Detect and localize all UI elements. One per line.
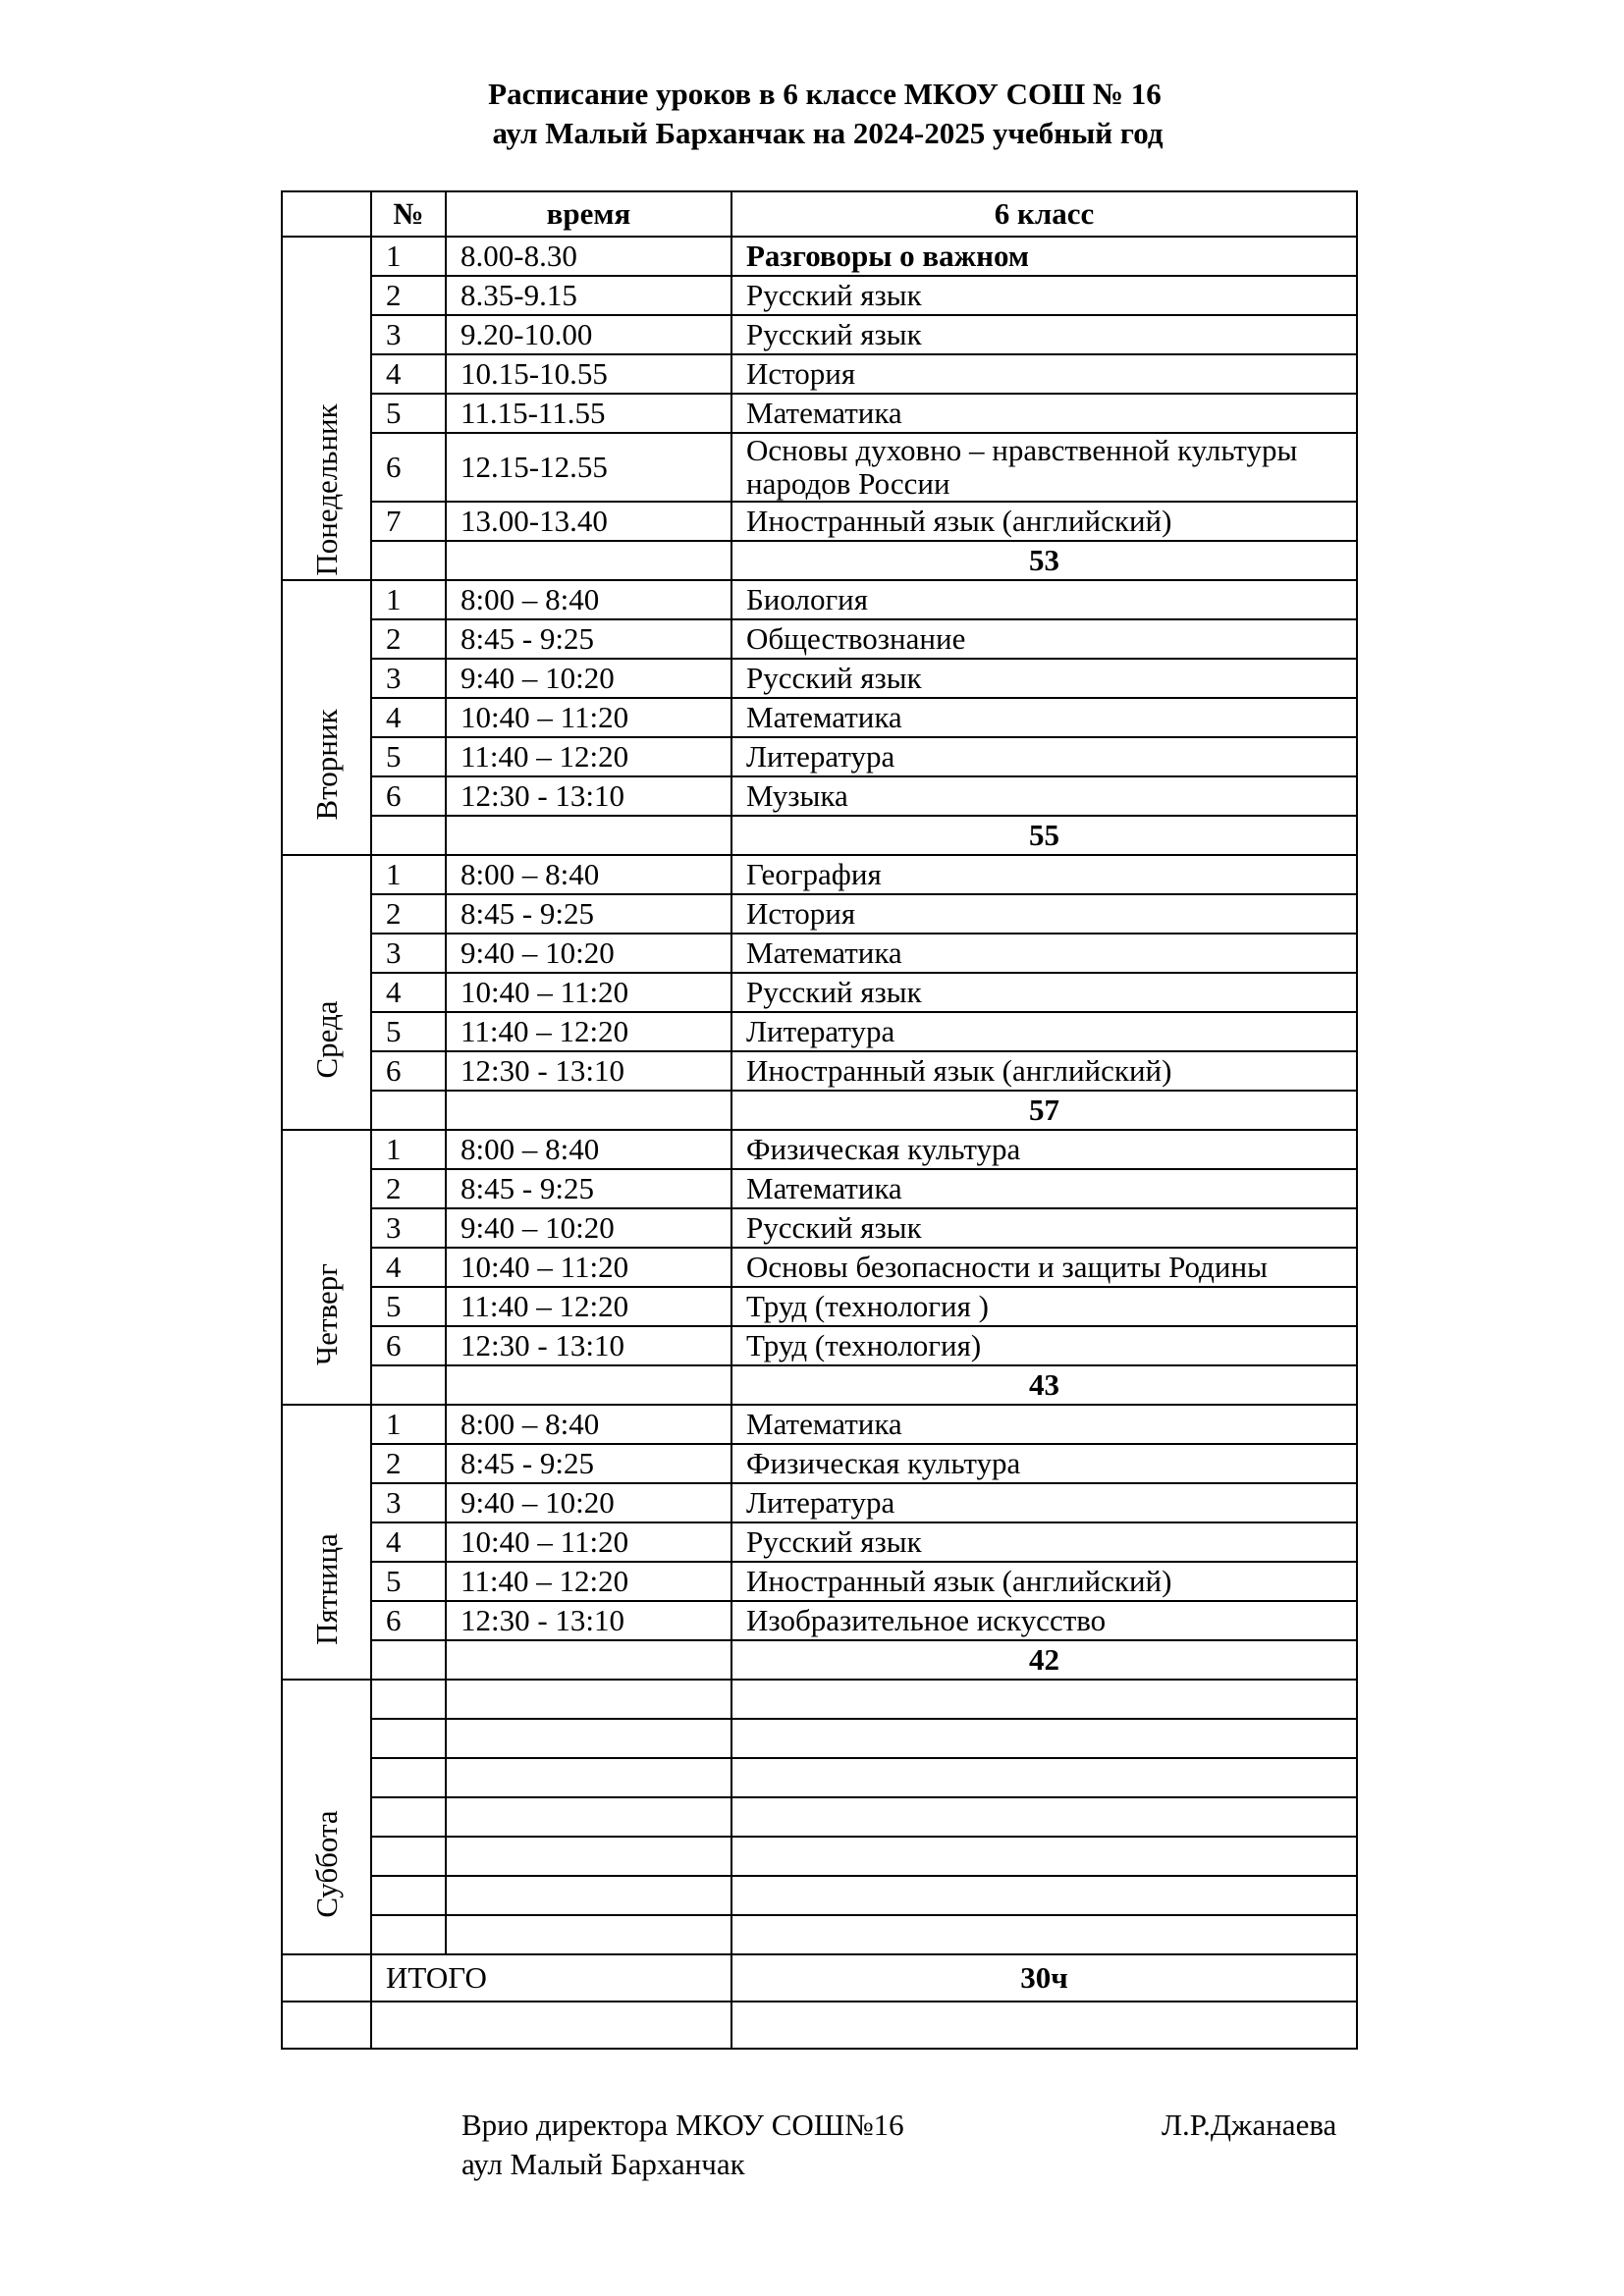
lesson-subject: Русский язык	[731, 276, 1357, 315]
lesson-num: 5	[371, 394, 446, 433]
lesson-time: 8:00 – 8:40	[446, 855, 731, 894]
lesson-time: 8:45 - 9:25	[446, 894, 731, 934]
lesson-row	[282, 354, 1357, 394]
day-name: Понедельник	[308, 403, 344, 576]
lesson-num	[371, 1797, 446, 1837]
lesson-row	[282, 276, 1357, 315]
day-name: Суббота	[308, 1810, 344, 1918]
lesson-subject: Иностранный язык (английский)	[731, 1051, 1357, 1091]
lesson-time: 10.15-10.55	[446, 354, 731, 394]
lesson-num	[371, 1758, 446, 1797]
lesson-row	[282, 433, 1357, 502]
lesson-num: 2	[371, 276, 446, 315]
lesson-row	[282, 1837, 1357, 1876]
lesson-time: 10:40 – 11:20	[446, 1248, 731, 1287]
lesson-row	[282, 1680, 1357, 1719]
title-line-1: Расписание уроков в 6 классе МКОУ СОШ № 16	[488, 77, 1162, 111]
lesson-row	[282, 894, 1357, 934]
empty-cell	[446, 816, 731, 855]
lesson-time: 8:45 - 9:25	[446, 1169, 731, 1208]
lesson-num: 2	[371, 1444, 446, 1483]
lesson-subject	[731, 1680, 1357, 1719]
lesson-subject: Труд (технология )	[731, 1287, 1357, 1326]
lesson-subject	[731, 1915, 1357, 1954]
footer-line-1: Врио директора МКОУ СОШ№16	[461, 2108, 904, 2142]
empty-cell	[282, 2002, 371, 2049]
lesson-time	[446, 1719, 731, 1758]
empty-cell	[446, 1091, 731, 1130]
lesson-subject: Литература	[731, 737, 1357, 776]
lesson-subject: Русский язык	[731, 1208, 1357, 1248]
lesson-row	[282, 1130, 1357, 1169]
lesson-subject	[731, 1876, 1357, 1915]
lesson-num: 1	[371, 1130, 446, 1169]
lesson-subject: Математика	[731, 934, 1357, 973]
empty-cell	[446, 1365, 731, 1405]
lesson-subject: Литература	[731, 1483, 1357, 1522]
lesson-num: 5	[371, 737, 446, 776]
empty-cell	[371, 1365, 446, 1405]
lesson-num: 5	[371, 1287, 446, 1326]
lesson-num	[371, 1719, 446, 1758]
lesson-subject: Математика	[731, 698, 1357, 737]
lesson-row	[282, 855, 1357, 894]
lesson-num: 4	[371, 354, 446, 394]
lesson-num	[371, 1915, 446, 1954]
empty-cell	[371, 541, 446, 580]
empty-cell	[371, 2002, 731, 2049]
day-cell	[282, 1680, 371, 1954]
lesson-subject: Математика	[731, 1405, 1357, 1444]
lesson-num: 6	[371, 1601, 446, 1640]
lesson-row	[282, 776, 1357, 816]
day-total-row	[282, 816, 1357, 855]
empty-cell	[731, 2002, 1357, 2049]
lesson-time: 12:30 - 13:10	[446, 1326, 731, 1365]
header-num: №	[371, 191, 446, 237]
header-time: время	[446, 191, 731, 237]
lesson-row	[282, 1915, 1357, 1954]
empty-cell	[371, 1091, 446, 1130]
lesson-time: 9:40 – 10:20	[446, 659, 731, 698]
lesson-row	[282, 1287, 1357, 1326]
lesson-num: 6	[371, 1326, 446, 1365]
lesson-row	[282, 1326, 1357, 1365]
lesson-num: 1	[371, 237, 446, 276]
lesson-time: 8:00 – 8:40	[446, 1130, 731, 1169]
lesson-subject: Обществознание	[731, 619, 1357, 659]
empty-cell	[282, 1954, 371, 2002]
lesson-num: 2	[371, 619, 446, 659]
lesson-num: 4	[371, 973, 446, 1012]
lesson-row	[282, 1562, 1357, 1601]
lesson-subject: Основы безопасности и защиты Родины	[731, 1248, 1357, 1287]
lesson-row	[282, 973, 1357, 1012]
lesson-row	[282, 1444, 1357, 1483]
lesson-num: 1	[371, 855, 446, 894]
day-cell	[282, 580, 371, 855]
day-total-row	[282, 541, 1357, 580]
lesson-row	[282, 1012, 1357, 1051]
day-total: 55	[731, 816, 1357, 855]
lesson-time: 9:40 – 10:20	[446, 934, 731, 973]
lesson-time: 10:40 – 11:20	[446, 973, 731, 1012]
lesson-time: 11.15-11.55	[446, 394, 731, 433]
footer-signer: Л.Р.Джанаева	[1162, 2108, 1337, 2142]
lesson-num: 4	[371, 1248, 446, 1287]
lesson-subject: Физическая культура	[731, 1130, 1357, 1169]
lesson-time: 10:40 – 11:20	[446, 698, 731, 737]
lesson-subject: Разговоры о важном	[731, 237, 1357, 276]
footer-position	[461, 2106, 904, 2184]
lesson-num: 7	[371, 502, 446, 541]
lesson-num: 4	[371, 1522, 446, 1562]
lesson-subject: Изобразительное искусство	[731, 1601, 1357, 1640]
day-total: 53	[731, 541, 1357, 580]
lesson-num: 3	[371, 659, 446, 698]
lesson-row	[282, 1601, 1357, 1640]
lesson-num: 3	[371, 934, 446, 973]
day-total: 42	[731, 1640, 1357, 1680]
day-total-row	[282, 1640, 1357, 1680]
day-name: Пятница	[308, 1533, 344, 1645]
day-name: Четверг	[308, 1263, 344, 1365]
lesson-time	[446, 1915, 731, 1954]
lesson-row	[282, 580, 1357, 619]
lesson-row	[282, 1169, 1357, 1208]
day-cell	[282, 1130, 371, 1405]
lesson-subject: Иностранный язык (английский)	[731, 502, 1357, 541]
lesson-subject: Основы духовно – нравственной культуры народов России	[731, 433, 1357, 502]
lesson-row	[282, 1522, 1357, 1562]
lesson-row	[282, 315, 1357, 354]
lesson-subject: Русский язык	[731, 659, 1357, 698]
lesson-row	[282, 1051, 1357, 1091]
title-line-2: аул Малый Барханчак на 2024-2025 учебный год	[492, 116, 1164, 150]
lesson-num: 6	[371, 776, 446, 816]
lesson-time: 12:30 - 13:10	[446, 1601, 731, 1640]
lesson-time: 12:30 - 13:10	[446, 1051, 731, 1091]
lesson-num: 5	[371, 1012, 446, 1051]
lesson-subject: Биология	[731, 580, 1357, 619]
lesson-num: 5	[371, 1562, 446, 1601]
lesson-subject: Русский язык	[731, 973, 1357, 1012]
lesson-row	[282, 1719, 1357, 1758]
header-day	[282, 191, 371, 237]
day-total: 57	[731, 1091, 1357, 1130]
day-total-row	[282, 1365, 1357, 1405]
lesson-time	[446, 1758, 731, 1797]
lesson-subject: Труд (технология)	[731, 1326, 1357, 1365]
lesson-row	[282, 1876, 1357, 1915]
lesson-num	[371, 1837, 446, 1876]
lesson-subject	[731, 1719, 1357, 1758]
lesson-num	[371, 1876, 446, 1915]
lesson-row	[282, 237, 1357, 276]
lesson-row	[282, 1797, 1357, 1837]
schedule-body	[282, 237, 1357, 2049]
lesson-row	[282, 1405, 1357, 1444]
empty-cell	[446, 541, 731, 580]
schedule-table	[281, 190, 1358, 2050]
lesson-time: 9:40 – 10:20	[446, 1208, 731, 1248]
day-name: Вторник	[308, 709, 344, 821]
lesson-subject	[731, 1797, 1357, 1837]
lesson-time	[446, 1797, 731, 1837]
lesson-time	[446, 1680, 731, 1719]
lesson-time: 8:45 - 9:25	[446, 619, 731, 659]
lesson-subject: Физическая культура	[731, 1444, 1357, 1483]
footer-line-2: аул Малый Барханчак	[461, 2147, 745, 2181]
lesson-time: 9.20-10.00	[446, 315, 731, 354]
lesson-row	[282, 1208, 1357, 1248]
document-title	[0, 75, 1624, 153]
lesson-num: 1	[371, 580, 446, 619]
lesson-num: 3	[371, 315, 446, 354]
lesson-subject: Русский язык	[731, 1522, 1357, 1562]
day-name: Среда	[308, 1000, 344, 1079]
empty-row	[282, 2002, 1357, 2049]
lesson-subject: География	[731, 855, 1357, 894]
empty-cell	[371, 816, 446, 855]
day-cell	[282, 855, 371, 1130]
lesson-time: 8.00-8.30	[446, 237, 731, 276]
lesson-subject: Русский язык	[731, 315, 1357, 354]
lesson-time	[446, 1837, 731, 1876]
lesson-subject: Литература	[731, 1012, 1357, 1051]
lesson-row	[282, 394, 1357, 433]
lesson-row	[282, 619, 1357, 659]
itogo-label: ИТОГО	[371, 1954, 731, 2002]
lesson-time: 12.15-12.55	[446, 433, 731, 502]
lesson-num: 4	[371, 698, 446, 737]
lesson-time: 11:40 – 12:20	[446, 1287, 731, 1326]
lesson-time: 12:30 - 13:10	[446, 776, 731, 816]
empty-cell	[446, 1640, 731, 1680]
lesson-subject: Математика	[731, 1169, 1357, 1208]
lesson-num: 3	[371, 1483, 446, 1522]
lesson-row	[282, 502, 1357, 541]
lesson-subject: Иностранный язык (английский)	[731, 1562, 1357, 1601]
lesson-num	[371, 1680, 446, 1719]
lesson-num: 3	[371, 1208, 446, 1248]
lesson-num: 2	[371, 1169, 446, 1208]
lesson-subject: История	[731, 354, 1357, 394]
empty-cell	[371, 1640, 446, 1680]
lesson-num: 6	[371, 433, 446, 502]
lesson-subject: Музыка	[731, 776, 1357, 816]
lesson-time: 9:40 – 10:20	[446, 1483, 731, 1522]
itogo-value: 30ч	[731, 1954, 1357, 2002]
lesson-row	[282, 737, 1357, 776]
lesson-row	[282, 1483, 1357, 1522]
day-cell	[282, 237, 371, 580]
lesson-row	[282, 698, 1357, 737]
lesson-time	[446, 1876, 731, 1915]
lesson-time: 11:40 – 12:20	[446, 737, 731, 776]
lesson-row	[282, 659, 1357, 698]
lesson-num: 1	[371, 1405, 446, 1444]
lesson-subject	[731, 1837, 1357, 1876]
lesson-subject: История	[731, 894, 1357, 934]
lesson-subject	[731, 1758, 1357, 1797]
day-total: 43	[731, 1365, 1357, 1405]
day-total-row	[282, 1091, 1357, 1130]
header-row	[282, 191, 1357, 237]
lesson-num: 6	[371, 1051, 446, 1091]
lesson-time: 8:00 – 8:40	[446, 1405, 731, 1444]
lesson-subject: Математика	[731, 394, 1357, 433]
header-class: 6 класс	[731, 191, 1357, 237]
lesson-time: 8.35-9.15	[446, 276, 731, 315]
lesson-num: 2	[371, 894, 446, 934]
lesson-row	[282, 1758, 1357, 1797]
lesson-time: 11:40 – 12:20	[446, 1012, 731, 1051]
lesson-time: 11:40 – 12:20	[446, 1562, 731, 1601]
lesson-time: 10:40 – 11:20	[446, 1522, 731, 1562]
day-cell	[282, 1405, 371, 1680]
lesson-time: 13.00-13.40	[446, 502, 731, 541]
itogo-row	[282, 1954, 1357, 2002]
lesson-row	[282, 934, 1357, 973]
lesson-row	[282, 1248, 1357, 1287]
lesson-time: 8:00 – 8:40	[446, 580, 731, 619]
lesson-time: 8:45 - 9:25	[446, 1444, 731, 1483]
